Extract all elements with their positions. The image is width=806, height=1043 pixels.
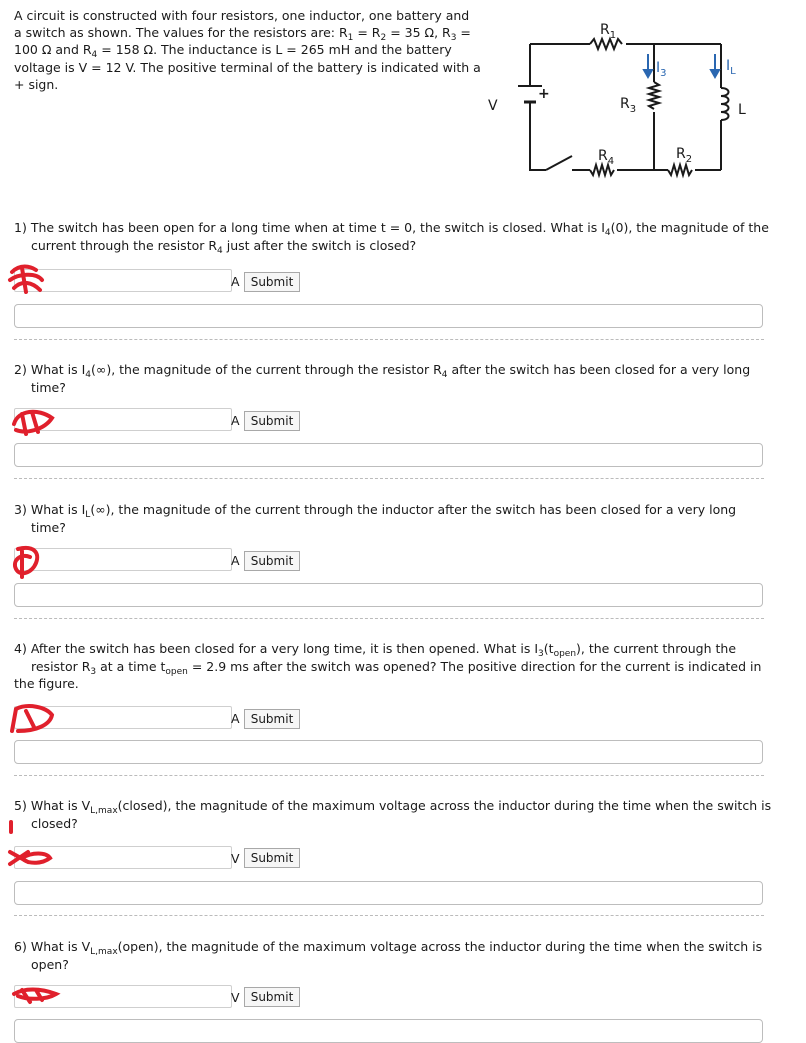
question-6: 6) What is $V_{L,max}(open)$, the magnitude of the maximum voltage across the inductor during the time when the switch is open? xyxy=(14,939,763,972)
resistor-r3-symbol xyxy=(649,82,659,109)
resistor-r1-symbol xyxy=(590,39,622,49)
r4-label: $R_4$ xyxy=(598,148,615,167)
feedback-box-6 xyxy=(14,1019,763,1043)
intro-line-4: voltage is V = 12 V. The positive terminal of the battery is indicated with a xyxy=(14,59,481,75)
unit-label-2: A xyxy=(231,413,240,428)
intro-line-3: 100 Ω and $R_4 = 158$ Ω. The inductance is L = 265 mH and the battery xyxy=(14,42,452,61)
scribble-redaction-6 xyxy=(10,984,62,1006)
circuit-diagram xyxy=(478,10,768,185)
submit-button-6[interactable]: Submit xyxy=(244,987,300,1007)
separator xyxy=(14,478,764,479)
i3-arrow-head xyxy=(644,70,652,77)
r1-label: $R_1$ xyxy=(600,22,617,41)
inductor-label: L xyxy=(738,102,746,118)
separator xyxy=(14,618,764,619)
i3-label: $I_3$ xyxy=(656,60,667,79)
r3-label: $R_3$ xyxy=(620,96,637,115)
scribble-redaction-3 xyxy=(8,543,44,583)
problem-statement xyxy=(14,7,484,93)
question-1: 1) The switch has been open for a long time when at time t = 0, the switch is closed. What is $I_4(0)$, the magnitude of the current through the resistor $R_4$ just after the switch is closed? xyxy=(14,220,769,256)
feedback-box-4 xyxy=(14,740,763,764)
question-2: 2) What is $I_4(\infty)$, the magnitude of the current through the resistor $R_4$ after the switch has been closed for a very long time? xyxy=(14,362,751,395)
inductor-symbol xyxy=(721,88,729,120)
unit-label-6: V xyxy=(231,990,240,1005)
plus-sign-label: + xyxy=(538,86,550,102)
il-label: $I_L$ xyxy=(726,58,736,77)
answer-input-3[interactable] xyxy=(14,548,232,571)
wire-left-lower xyxy=(530,108,546,170)
submit-button-2[interactable]: Submit xyxy=(244,411,300,431)
scribble-redaction-5 xyxy=(6,846,54,870)
separator xyxy=(14,775,764,776)
separator xyxy=(14,915,764,916)
il-arrow-head xyxy=(711,70,719,77)
unit-label-3: A xyxy=(231,553,240,568)
feedback-box-3 xyxy=(14,583,763,607)
voltage-label: V xyxy=(488,98,498,114)
scribble-redaction-2 xyxy=(8,404,60,438)
separator xyxy=(14,339,764,340)
unit-label-1: A xyxy=(231,274,240,289)
submit-button-1[interactable]: Submit xyxy=(244,272,300,292)
switch-symbol xyxy=(546,156,572,170)
feedback-box-5 xyxy=(14,881,763,905)
question-3: 3) What is $I_L(\infty)$, the magnitude of the current through the inductor after the switch has been closed for a very long time? xyxy=(14,502,737,535)
submit-button-3[interactable]: Submit xyxy=(244,551,300,571)
scribble-redaction-4 xyxy=(6,701,58,737)
question-4: 4) After the switch has been closed for a very long time, it is then opened. What is $I_3(t_{open})$, the current through the resistor $R_3$ at a time $t_{open} = 2.9$ ms after the switch was opened? The positive direction for the current is indicated in the figure. xyxy=(14,641,762,692)
scribble-redaction-1 xyxy=(6,262,48,296)
submit-button-4[interactable]: Submit xyxy=(244,709,300,729)
intro-line-1: A circuit is constructed with four resistors, one inductor, one battery and xyxy=(14,8,470,23)
intro-line-2: a switch as shown. The values for the resistors are: $R_1 = R_2 = 35$ Ω, $R_3$ = xyxy=(14,25,471,44)
resistor-r2-symbol xyxy=(668,165,692,175)
feedback-box-1 xyxy=(14,304,763,328)
feedback-box-2 xyxy=(14,443,763,467)
question-5: 5) What is $V_{L,max}(closed)$, the magnitude of the maximum voltage across the inductor during the time when the switch is closed? xyxy=(14,798,772,831)
submit-button-5[interactable]: Submit xyxy=(244,848,300,868)
scribble-mark xyxy=(6,820,16,834)
unit-label-4: A xyxy=(231,711,240,726)
r2-label: $R_2$ xyxy=(676,146,693,165)
intro-line-5: + sign. xyxy=(14,76,59,92)
unit-label-5: V xyxy=(231,851,240,866)
